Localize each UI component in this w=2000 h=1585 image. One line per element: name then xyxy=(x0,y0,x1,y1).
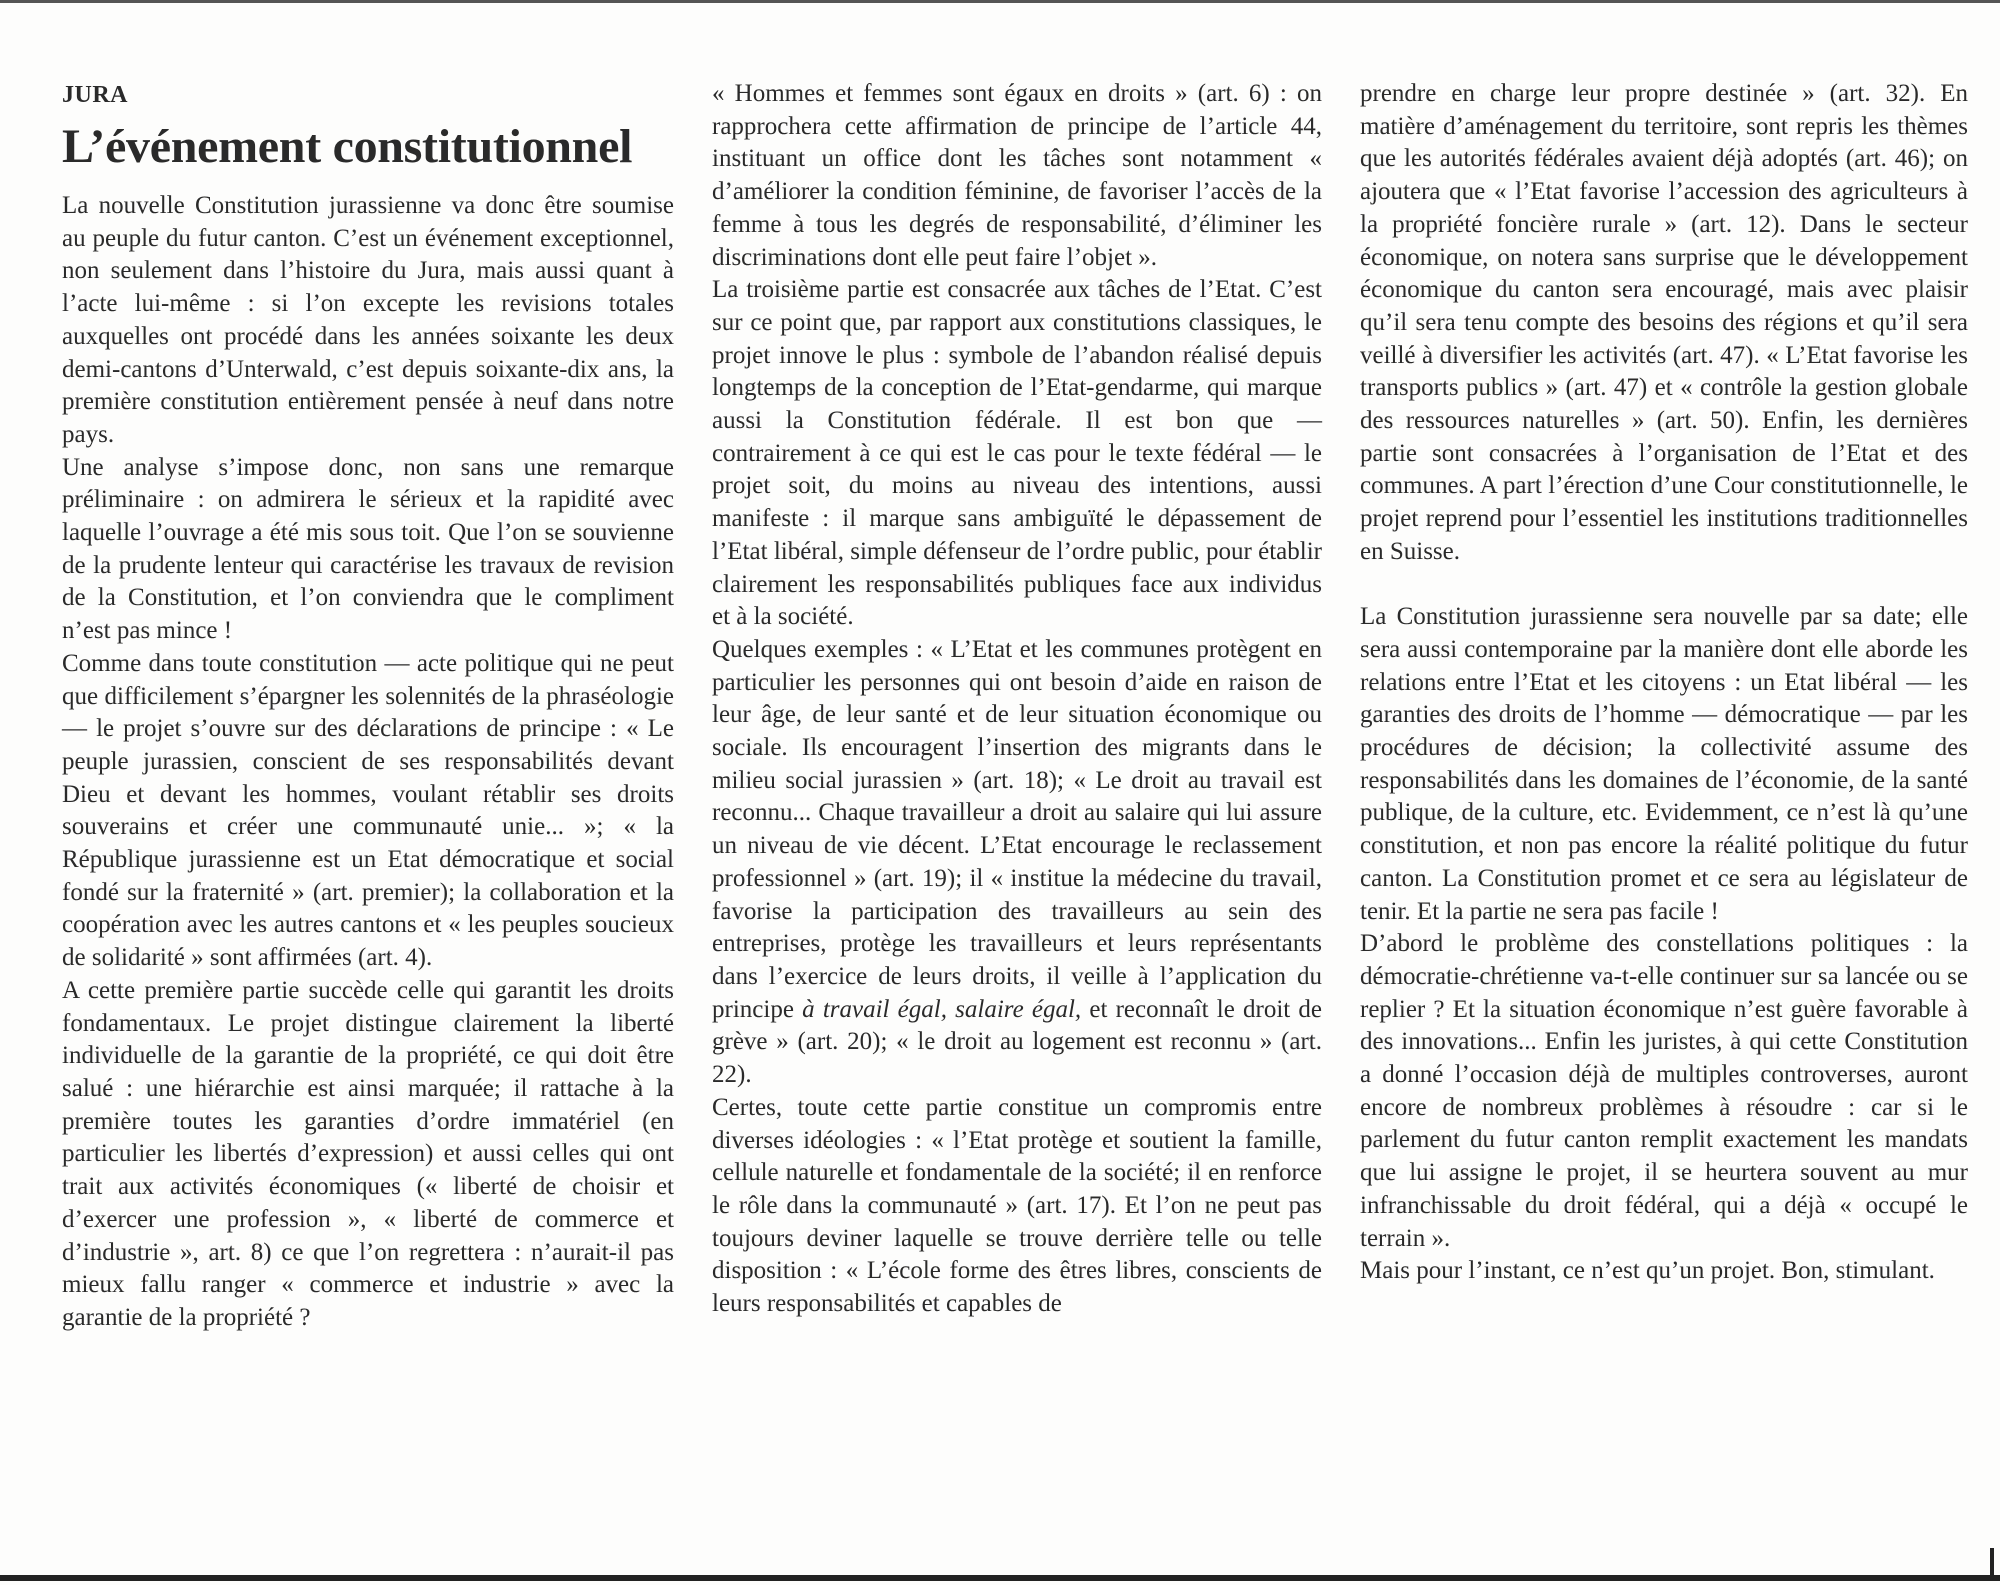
column-2 xyxy=(712,78,1322,1321)
top-rule xyxy=(0,0,2000,3)
paragraph: D’abord le problème des constellations politiques : la démocratie-chrétienne va-t-elle continuer sur sa lancée ou se replier ? Et la situation économique n’est guère favorable à des innovations... Enfin les juristes, à qui cette Constitution a donné l’occasion déjà de multiples controverses, auront encore de nombreux problèmes à résoudre : car si le parlement du futur canton remplit exactement les mandats que lui assigne le projet, il se heurtera souvent au mur infranchissable du droit fédéral, qui a déjà « occupé le terrain ». xyxy=(1360,930,1968,1252)
article-title: L’événement constitutionnel xyxy=(62,120,633,173)
paragraph: Une analyse s’impose donc, non sans une remarque préliminaire : on admirera le sérieux et la rapidité avec laquelle l’ouvrage a été mis sous toit. Que l’on se souvienne de la prudente lenteur qui caractérise les travaux de revision de la Constitution, et l’on conviendra que le compliment n’est pas mince ! xyxy=(62,453,674,645)
bottom-rule xyxy=(0,1575,2000,1581)
paragraph: Certes, toute cette partie constitue un compromis entre diverses idéologies : « l’Etat protège et soutient la famille, cellule naturelle et fondamentale de la société; il en renforce le rôle dans la communauté » (art. 17). Et l’on ne peut pas toujours deviner laquelle se trouve derrière telle ou telle disposition : « L’école forme des êtres libres, conscients de leurs responsabilités et capables de xyxy=(712,1093,1322,1318)
paragraph: prendre en charge leur propre destinée » (art. 32). En matière d’aménagement du territoire, sont repris les thèmes que les autorités fédérales avaient déjà adoptés (art. 46); on ajoutera que « l’Etat favorise l’accession des agriculteurs à la propriété foncière rurale » (art. 12). Dans le secteur économique, on notera sans surprise que le développement économique du canton sera encouragé, mais avec plaisir qu’il sera tenu compte des besoins des régions et qu’il sera veillé à diversifier les activités (art. 47). « L’Etat favorise les transports publics » (art. 47) et « contrôle la gestion globale des ressources naturelles » (art. 50). Enfin, les dernières partie sont consacrées à l’organisation de l’Etat et des communes. A part l’érection d’une Cour constitutionnelle, le projet reprend pour l’essentiel les institutions traditionnelles en Suisse. xyxy=(1360,80,1968,565)
emphasis-text: à travail égal, salaire égal, xyxy=(802,995,1082,1023)
paragraph: La troisième partie est consacrée aux tâches de l’Etat. C’est sur ce point que, par rapport aux constitutions classiques, le projet innove le plus : symbole de l’abandon réalisé depuis longtemps de la conception de l’Etat-gendarme, qui marque aussi la Constitution fédérale. Il est bon que — contrairement à ce qui est le cas pour le texte fédéral — le projet soit, du moins au niveau des intentions, aussi manifeste : il marque sans ambiguïté le dépassement de l’Etat libéral, simple défenseur de l’ordre public, pour établir clairement les responsabilités publiques face aux individus et à la société. xyxy=(712,276,1322,631)
column-1 xyxy=(62,80,674,1335)
paragraph-text: et reconnaît le droit de grève » (art. 20); « le droit au logement est reconnu » (art. 22). xyxy=(712,995,1323,1089)
page-edge-mark xyxy=(1990,1548,1994,1578)
section-kicker: JURA xyxy=(62,82,128,108)
column-3 xyxy=(1360,78,1968,1288)
paragraph: « Hommes et femmes sont égaux en droits » (art. 6) : on rapprochera cette affirmation de principe de l’article 44, instituant un office dont les tâches sont notamment « d’améliorer la condition féminine, de favoriser l’accès de la femme à tous les degrés de responsabilité, d’éliminer les discriminations dont elle peut faire l’objet ». xyxy=(712,80,1322,271)
paragraph: La nouvelle Constitution jurassienne va donc être soumise au peuple du futur canton. C’est un événement exceptionnel, non seulement dans l’histoire du Jura, mais aussi quant à l’acte lui-même : si l’on excepte les revisions totales auxquelles ont procédé dans les années soixante les deux demi-cantons d’Unterwald, c’est depuis soixante-dix ans, la première constitution entièrement pensée à neuf dans notre pays. xyxy=(62,192,674,448)
paragraph-gap xyxy=(1360,569,1968,602)
paragraph xyxy=(712,634,1322,1092)
paragraph-text: Quelques exemples : « L’Etat et les communes protègent en particulier les personnes qui ont besoin d’aide en raison de leur âge, de leur santé et de leur situation économique ou sociale. Ils encouragent l’insertion des migrants dans le milieu social jurassien » (art. 18); « Le droit au travail est reconnu... Chaque travailleur a droit au salaire qui lui assure un niveau de vie décent. L’Etat encourage le reclassement professionnel » (art. 19); il « institue la médecine du travail, favorise la participation des travailleurs au sein des entreprises, protège les travailleurs et leurs représentants dans l’exercice de leurs droits, il veille à l’application du principe xyxy=(712,635,1322,1023)
paragraph: A cette première partie succède celle qui garantit les droits fondamentaux. Le projet distingue clairement la liberté individuelle de la garantie de la propriété, ce qui doit être salué : une hiérarchie est ainsi marquée; il rattache à la première toutes les garanties d’ordre immatériel (en particulier les libertés d’expression) et aussi celles qui ont trait aux activités économiques (« liberté de choisir et d’exercer une profession », « liberté de commerce et d’industrie », art. 8) ce que l’on regrettera : n’aurait-il pas mieux fallu ranger « commerce et industrie » avec la garantie de la propriété ? xyxy=(62,976,674,1331)
paragraph: La Constitution jurassienne sera nouvelle par sa date; elle sera aussi contemporaine par la manière dont elle aborde les relations entre l’Etat et les citoyens : un Etat libéral — les garanties des droits de l’homme — démocratique — par les procédures de décision; la collectivité assume des responsabilités dans les domaines de l’économie, de la santé publique, de la culture, etc. Evidemment, ce n’est là qu’une constitution, et non pas encore la réalité politique du futur canton. La Constitution promet et ce sera au législateur de tenir. Et la partie ne sera pas facile ! xyxy=(1360,603,1968,925)
paragraph: Mais pour l’instant, ce n’est qu’un projet. Bon, stimulant. xyxy=(1360,1257,1935,1285)
paragraph: Comme dans toute constitution — acte politique qui ne peut que difficilement s’épargner les solennités de la phraséologie — le projet s’ouvre sur des déclarations de principe : « Le peuple jurassien, conscient de ses responsabilités devant Dieu et devant les hommes, voulant rétablir ses droits souverains et créer une communauté unie... »; « la République jurassienne est un Etat démocratique et social fondé sur la fraternité » (art. premier); la collaboration et la coopération avec les autres cantons et « les peuples soucieux de solidarité » sont affirmées (art. 4). xyxy=(62,649,674,972)
